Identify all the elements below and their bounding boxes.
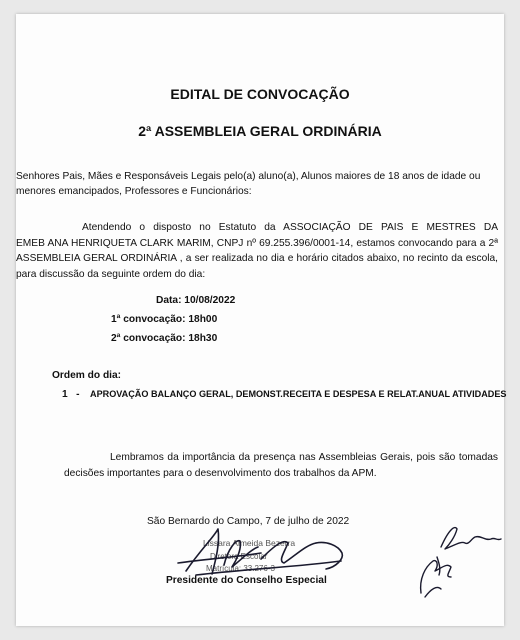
place-and-date: São Bernardo do Campo, 7 de julho de 2022 [147, 516, 350, 527]
intro-line-2: menores emancipados, Professores e Funcionários: [16, 186, 252, 197]
stamp-name: Lissara Almeida Bezerra [203, 538, 296, 548]
stamp-registration: Matrícula: 33.276-3 [206, 564, 275, 573]
closing-line-2: decisões importantes para o desenvolvimento dos trabalhos da APM. [64, 468, 377, 479]
agenda-item-number: 1 - [62, 389, 80, 400]
agenda-item-text: APROVAÇÃO BALANÇO GERAL, DEMONST.RECEITA E DESPESA E RELAT.ANUAL ATIVIDADES [90, 389, 507, 399]
body-line-3: ASSEMBLEIA GERAL ORDINÁRIA , a ser realizada no dia e horário citados abaixo, no recinto da escola, [16, 253, 498, 264]
document-page [16, 14, 507, 626]
document-subtitle: 2ª ASSEMBLEIA GERAL ORDINÁRIA [138, 123, 382, 139]
body-line-1: Atendendo o disposto no Estatuto da ASSOCIAÇÃO DE PAIS E MESTRES DA [82, 222, 498, 233]
second-call-time: 2ª convocação: 18h30 [111, 333, 218, 344]
initials-signature [411, 519, 503, 599]
document-title: EDITAL DE CONVOCAÇÃO [170, 86, 350, 102]
meeting-date: Data: 10/08/2022 [156, 295, 236, 306]
signatory-role: Presidente do Conselho Especial [166, 575, 327, 586]
first-call-time: 1ª convocação: 18h00 [111, 314, 218, 325]
intro-line-1: Senhores Pais, Mães e Responsáveis Legais pelo(a) aluno(a), Alunos maiores de 18 anos de idade ou [16, 171, 481, 182]
body-line-4: para discussão da seguinte ordem do dia: [16, 269, 206, 280]
body-line-2: EMEB ANA HENRIQUETA CLARK MARIM, CNPJ nº 69.255.396/0001-14, estamos convocando para a 2ª [16, 238, 498, 249]
agenda-heading: Ordem do dia: [52, 370, 122, 381]
president-signature [166, 519, 366, 589]
closing-line-1: Lembramos da importância da presença nas Assembleias Gerais, pois são tomadas [110, 452, 498, 463]
stamp-role: Diretora Escolar [210, 552, 268, 561]
